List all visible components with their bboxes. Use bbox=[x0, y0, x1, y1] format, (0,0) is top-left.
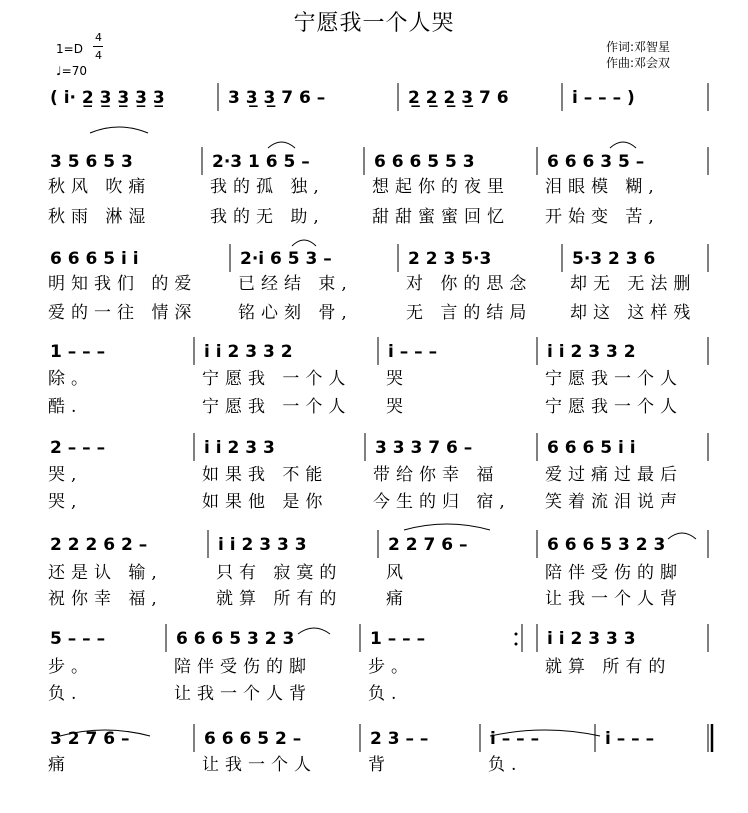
measure-notes: 2·3 1 6 5 – bbox=[212, 152, 310, 172]
lyric-line-2: 哭, bbox=[48, 492, 83, 512]
lyric-line-1: 爱过痛过最后 bbox=[545, 465, 683, 485]
slur bbox=[298, 628, 330, 634]
measure-notes: i – – – bbox=[490, 729, 540, 749]
lyric-line-1: 带给你幸 福 bbox=[373, 465, 500, 485]
measure-notes: 2̲ 2̲ 2̲ 3̲ 7 6 bbox=[408, 88, 509, 108]
measure-notes: 3 3̲ 3̲ 7 6 – bbox=[228, 88, 326, 108]
song-title: 宁愿我一个人哭 bbox=[293, 11, 455, 36]
measure-notes: i i 2 3 3 2 bbox=[204, 342, 293, 362]
measure-notes: ( i· 2̲ 3̲ 3̲ 3̲ 3̲ bbox=[50, 88, 165, 108]
slur bbox=[404, 524, 490, 530]
measure-notes: i i 2 3 3 3 bbox=[218, 535, 307, 555]
lyric-line-1: 明知我们 的爱 bbox=[48, 274, 198, 294]
lyric-line-2: 如果他 是你 bbox=[202, 492, 329, 512]
lyric-line-1: 陪伴受伤的脚 bbox=[174, 657, 312, 677]
lyric-line-2: 甜甜蜜蜜回忆 bbox=[372, 207, 510, 227]
lyric-line-2: 宁愿我一个人 bbox=[545, 397, 683, 417]
slur bbox=[668, 533, 696, 539]
measure-notes: i i 2 3 3 3 bbox=[547, 629, 636, 649]
composer-credit: 作曲:邓会双 bbox=[606, 56, 671, 70]
measure-notes: 2 2 2 6 2 – bbox=[50, 535, 148, 555]
measure-notes: 6 6 6 5 2 – bbox=[204, 729, 302, 749]
lyric-line-2: 秋雨 淋湿 bbox=[48, 207, 152, 227]
lyric-line-2: 今生的归 宿, bbox=[373, 492, 511, 512]
lyric-line-1: 还是认 输, bbox=[48, 563, 163, 583]
lyric-line-1: 步。 bbox=[368, 657, 414, 677]
measure-notes: 2 2 3 5·3 bbox=[408, 249, 492, 269]
measure-notes: 2·i 6 5 3 – bbox=[240, 249, 332, 269]
lyric-line-2: 却这 这样残 bbox=[570, 303, 697, 323]
slur bbox=[90, 127, 148, 133]
lyric-line-2: 负. bbox=[48, 684, 83, 704]
lyric-line-2: 痛 bbox=[386, 589, 409, 609]
measure-notes: 3 2 7 6 – bbox=[50, 729, 130, 749]
measure-notes: 1 – – – bbox=[50, 342, 106, 362]
tempo-marking: ♩=70 bbox=[56, 64, 87, 78]
lyric-line-1: 我的孤 独, bbox=[210, 177, 325, 197]
lyric-line-1: 宁愿我一个人 bbox=[545, 369, 683, 389]
measure-notes: 6 6 6 5 3 2 3 bbox=[176, 629, 295, 649]
measure-notes: 6 6 6 5 i i bbox=[50, 249, 139, 269]
key-signature: 1=D bbox=[56, 42, 83, 56]
lyric-line-2: 我的无 助, bbox=[210, 207, 325, 227]
lyric-line-2: 让我一个人背 bbox=[174, 684, 312, 704]
measure-notes: 5 – – – bbox=[50, 629, 106, 649]
lyric-line-2: 无 言的结局 bbox=[406, 303, 533, 323]
lyric-line-1: 已经结 束, bbox=[238, 274, 353, 294]
measure-notes: 2 – – – bbox=[50, 438, 106, 458]
lyric-line-1: 秋风 吹痛 bbox=[48, 177, 152, 197]
measure-notes: 6 6 6 3 5 – bbox=[547, 152, 645, 172]
time-signature-top: 4 bbox=[95, 31, 102, 44]
lyric-line-1: 步。 bbox=[48, 657, 94, 677]
lyric-line-2: 负. bbox=[368, 684, 403, 704]
lyric-line-1: 除。 bbox=[48, 369, 94, 389]
lyric-line-2: 酷. bbox=[48, 397, 83, 417]
lyric-line-1: 哭, bbox=[48, 465, 83, 485]
measure-notes: i – – – bbox=[605, 729, 655, 749]
repeat-dot bbox=[515, 643, 518, 646]
lyric-line-1: 只有 寂寞的 bbox=[216, 563, 343, 583]
measure-notes: 5·3 2 3 6 bbox=[572, 249, 656, 269]
lyric-line-2: 笑着流泪说声 bbox=[545, 492, 683, 512]
lyric-line-2: 爱的一往 情深 bbox=[48, 303, 198, 323]
measure-notes: 1 – – – bbox=[370, 629, 426, 649]
measure-notes: 2 3 – – bbox=[370, 729, 429, 749]
lyric-line-1: 就算 所有的 bbox=[545, 657, 672, 677]
time-signature-bottom: 4 bbox=[95, 49, 102, 62]
lyric-line-1: 泪眼模 糊, bbox=[545, 177, 660, 197]
lyric-line-1: 哭 bbox=[386, 369, 409, 389]
lyric-line-1: 让我一个人 bbox=[202, 755, 317, 775]
lyric-line-1: 宁愿我 一个人 bbox=[202, 369, 352, 389]
lyric-line-1: 想起你的夜里 bbox=[372, 177, 510, 197]
lyric-line-1: 对 你的思念 bbox=[406, 274, 533, 294]
lyric-line-1: 陪伴受伤的脚 bbox=[545, 563, 683, 583]
measure-notes: i – – – ) bbox=[572, 88, 635, 108]
lyric-line-2: 开始变 苦, bbox=[545, 207, 660, 227]
lyric-line-2: 祝你幸 福, bbox=[48, 589, 163, 609]
lyric-line-1: 风 bbox=[386, 563, 409, 583]
lyric-line-2: 哭 bbox=[386, 397, 409, 417]
lyric-line-1: 负. bbox=[488, 755, 523, 775]
lyric-line-2: 铭心刻 骨, bbox=[238, 303, 353, 323]
lyric-line-2: 让我一个人背 bbox=[545, 589, 683, 609]
measure-notes: 2 2 7 6 – bbox=[388, 535, 468, 555]
lyric-line-2: 就算 所有的 bbox=[216, 589, 343, 609]
slur bbox=[610, 142, 636, 148]
lyric-line-1: 却无 无法删 bbox=[570, 274, 697, 294]
measure-notes: 3 5 6 5 3 bbox=[50, 152, 133, 172]
lyric-line-1: 背 bbox=[368, 755, 391, 775]
lyric-line-2: 宁愿我 一个人 bbox=[202, 397, 352, 417]
measure-notes: i i 2 3 3 bbox=[204, 438, 275, 458]
measure-notes: i i 2 3 3 2 bbox=[547, 342, 636, 362]
measure-notes: 6 6 6 5 i i bbox=[547, 438, 636, 458]
measure-notes: i – – – bbox=[388, 342, 438, 362]
measure-notes: 6 6 6 5 5 3 bbox=[374, 152, 475, 172]
measure-notes: 6 6 6 5 3 2 3 bbox=[547, 535, 666, 555]
slur bbox=[268, 142, 295, 148]
lyricist-credit: 作词:邓智星 bbox=[606, 40, 671, 54]
slur bbox=[292, 240, 316, 246]
repeat-dot bbox=[515, 633, 518, 636]
measure-notes: 3 3 3 7 6 – bbox=[375, 438, 473, 458]
lyric-line-1: 痛 bbox=[48, 755, 71, 775]
lyric-line-1: 如果我 不能 bbox=[202, 465, 329, 485]
